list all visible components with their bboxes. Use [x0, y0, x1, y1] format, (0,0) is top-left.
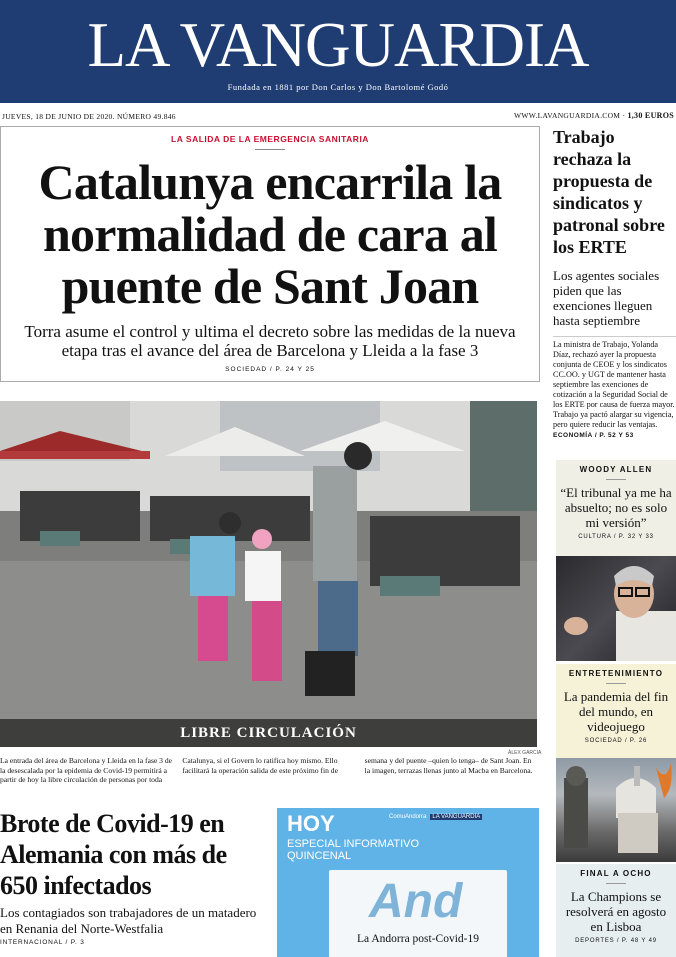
right-story-ref: ECONOMÍA / P. 52 Y 53: [553, 432, 634, 439]
side-woody-label: WOODY ALLEN: [579, 465, 653, 474]
bottom-story-sub: Los contagiados son trabajadores de un matadero en Renania del Norte-Westfalia: [0, 905, 257, 936]
videogame-photo: [556, 758, 676, 862]
side-entertainment[interactable]: [556, 664, 676, 758]
issue-date: JUEVES, 18 DE JUNIO DE 2020. NÚMERO 49.846: [2, 112, 176, 121]
woody-allen-photo: [556, 556, 676, 661]
right-story-text: La ministra de Trabajo, Yolanda Díaz, rechazó ayer la propuesta conjunta de CEOE y los sindicatos CC.OO. y UGT de mantener hasta septiembre las exenciones de cotización a la Seguridad Social de los ERTE por causa de fuerza mayor. Trabajo ya pactó alargar su vigencia, pero quiere reducir las ventajas.: [553, 340, 675, 429]
promo-big-text: And: [369, 875, 463, 928]
side-final-text[interactable]: La Champions se resolverá en agosto en Lisboa: [565, 889, 667, 934]
promo-line2: QUINCENAL: [287, 850, 352, 862]
promo-hoy: HOY: [287, 811, 335, 836]
bottom-story-headline[interactable]: Brote de Covid-19 en Alemania con más de 650 infectados: [0, 809, 227, 900]
lead-page-ref: SOCIEDAD / P. 24 Y 25: [225, 366, 315, 373]
lead-headline[interactable]: Catalunya encarrila la normalidad de cara al puente de Sant Joan: [38, 154, 502, 314]
promo-description: [287, 838, 419, 862]
promo-brand-comu: ComuAndorra: [389, 814, 427, 820]
right-story-body: [553, 336, 676, 441]
side-champions[interactable]: [556, 864, 676, 957]
right-story[interactable]: [553, 126, 676, 441]
photo-caption: La entrada del área de Barcelona y Lleida en la fase 3 de la desescalada por la epidemia de Covid-19 permitirá a partir de hoy la libre circulación de personas por toda Catalunya, si el Govern lo ratifica hoy mismo. Ello facilitará la operación salida de este próximo fin de semana y del puente –quien lo tenga– de Sant Joan. En la imagen, terrazas llenas junto al Macba en Barcelona.: [0, 756, 533, 785]
side-final-label: FINAL A OCHO: [580, 869, 652, 878]
price: 1,30 EUROS: [627, 111, 674, 120]
kicker-divider: [255, 149, 285, 150]
side-woody-quote[interactable]: “El tribunal ya me ha absuelto; no es solo mi versión”: [560, 485, 672, 530]
photo-banner: LIBRE CIRCULACIÓN: [0, 719, 537, 747]
side-final-ref: DEPORTES / P. 48 Y 49: [575, 938, 657, 944]
side-woody-ref: CULTURA / P. 32 Y 33: [578, 534, 654, 540]
side-ent-ref: SOCIEDAD / P. 26: [584, 738, 648, 744]
promo-brands: [385, 814, 482, 820]
site-and-price: WWW.LAVANGUARDIA.COM · 1,30 EUROS: [514, 111, 674, 120]
side-ent-divider: [606, 683, 626, 684]
right-story-headline[interactable]: Trabajo rechaza la propuesta de sindicatos y patronal sobre los ERTE: [553, 127, 665, 257]
side-ent-text[interactable]: La pandemia del fin del mundo, en videojuego: [563, 689, 669, 734]
website-link[interactable]: WWW.LAVANGUARDIA.COM: [514, 111, 621, 120]
newspaper-logo: LA VANGUARDIA: [87, 10, 589, 80]
side-woody-divider: [606, 479, 626, 480]
terrace-scene-image: [0, 401, 537, 747]
photo-credit: ÀLEX GARCIA: [508, 750, 542, 756]
main-photo[interactable]: [0, 401, 537, 747]
promo-brand-lv: LA VANGUARDIA: [432, 814, 481, 820]
lead-kicker: LA SALIDA DE LA EMERGENCIA SANITARIA: [171, 134, 369, 144]
andorra-promo[interactable]: [277, 808, 539, 957]
masthead-tagline: Fundada en 1881 por Don Carlos y Don Bartolomé Godó: [227, 82, 449, 92]
bottom-story-ref: INTERNACIONAL / P. 3: [0, 939, 85, 946]
side-woody-allen[interactable]: [556, 460, 676, 556]
right-story-sub: Los agentes sociales piden que las exenciones lleguen hasta septiembre: [553, 268, 660, 328]
dateline: [0, 110, 676, 124]
promo-label: La Andorra post-Covid-19: [356, 933, 479, 945]
bottom-story[interactable]: [0, 808, 270, 946]
masthead: [0, 0, 676, 103]
side-final-divider: [606, 883, 626, 884]
lead-story[interactable]: [0, 126, 540, 382]
promo-line1: ESPECIAL INFORMATIVO: [287, 838, 420, 850]
lead-deck: Torra asume el control y ultima el decreto sobre las medidas de la nueva etapa tras el avance del área de Barcelona y Lleida a la fase 3: [24, 322, 516, 360]
side-ent-label: ENTRETENIMIENTO: [568, 669, 664, 678]
